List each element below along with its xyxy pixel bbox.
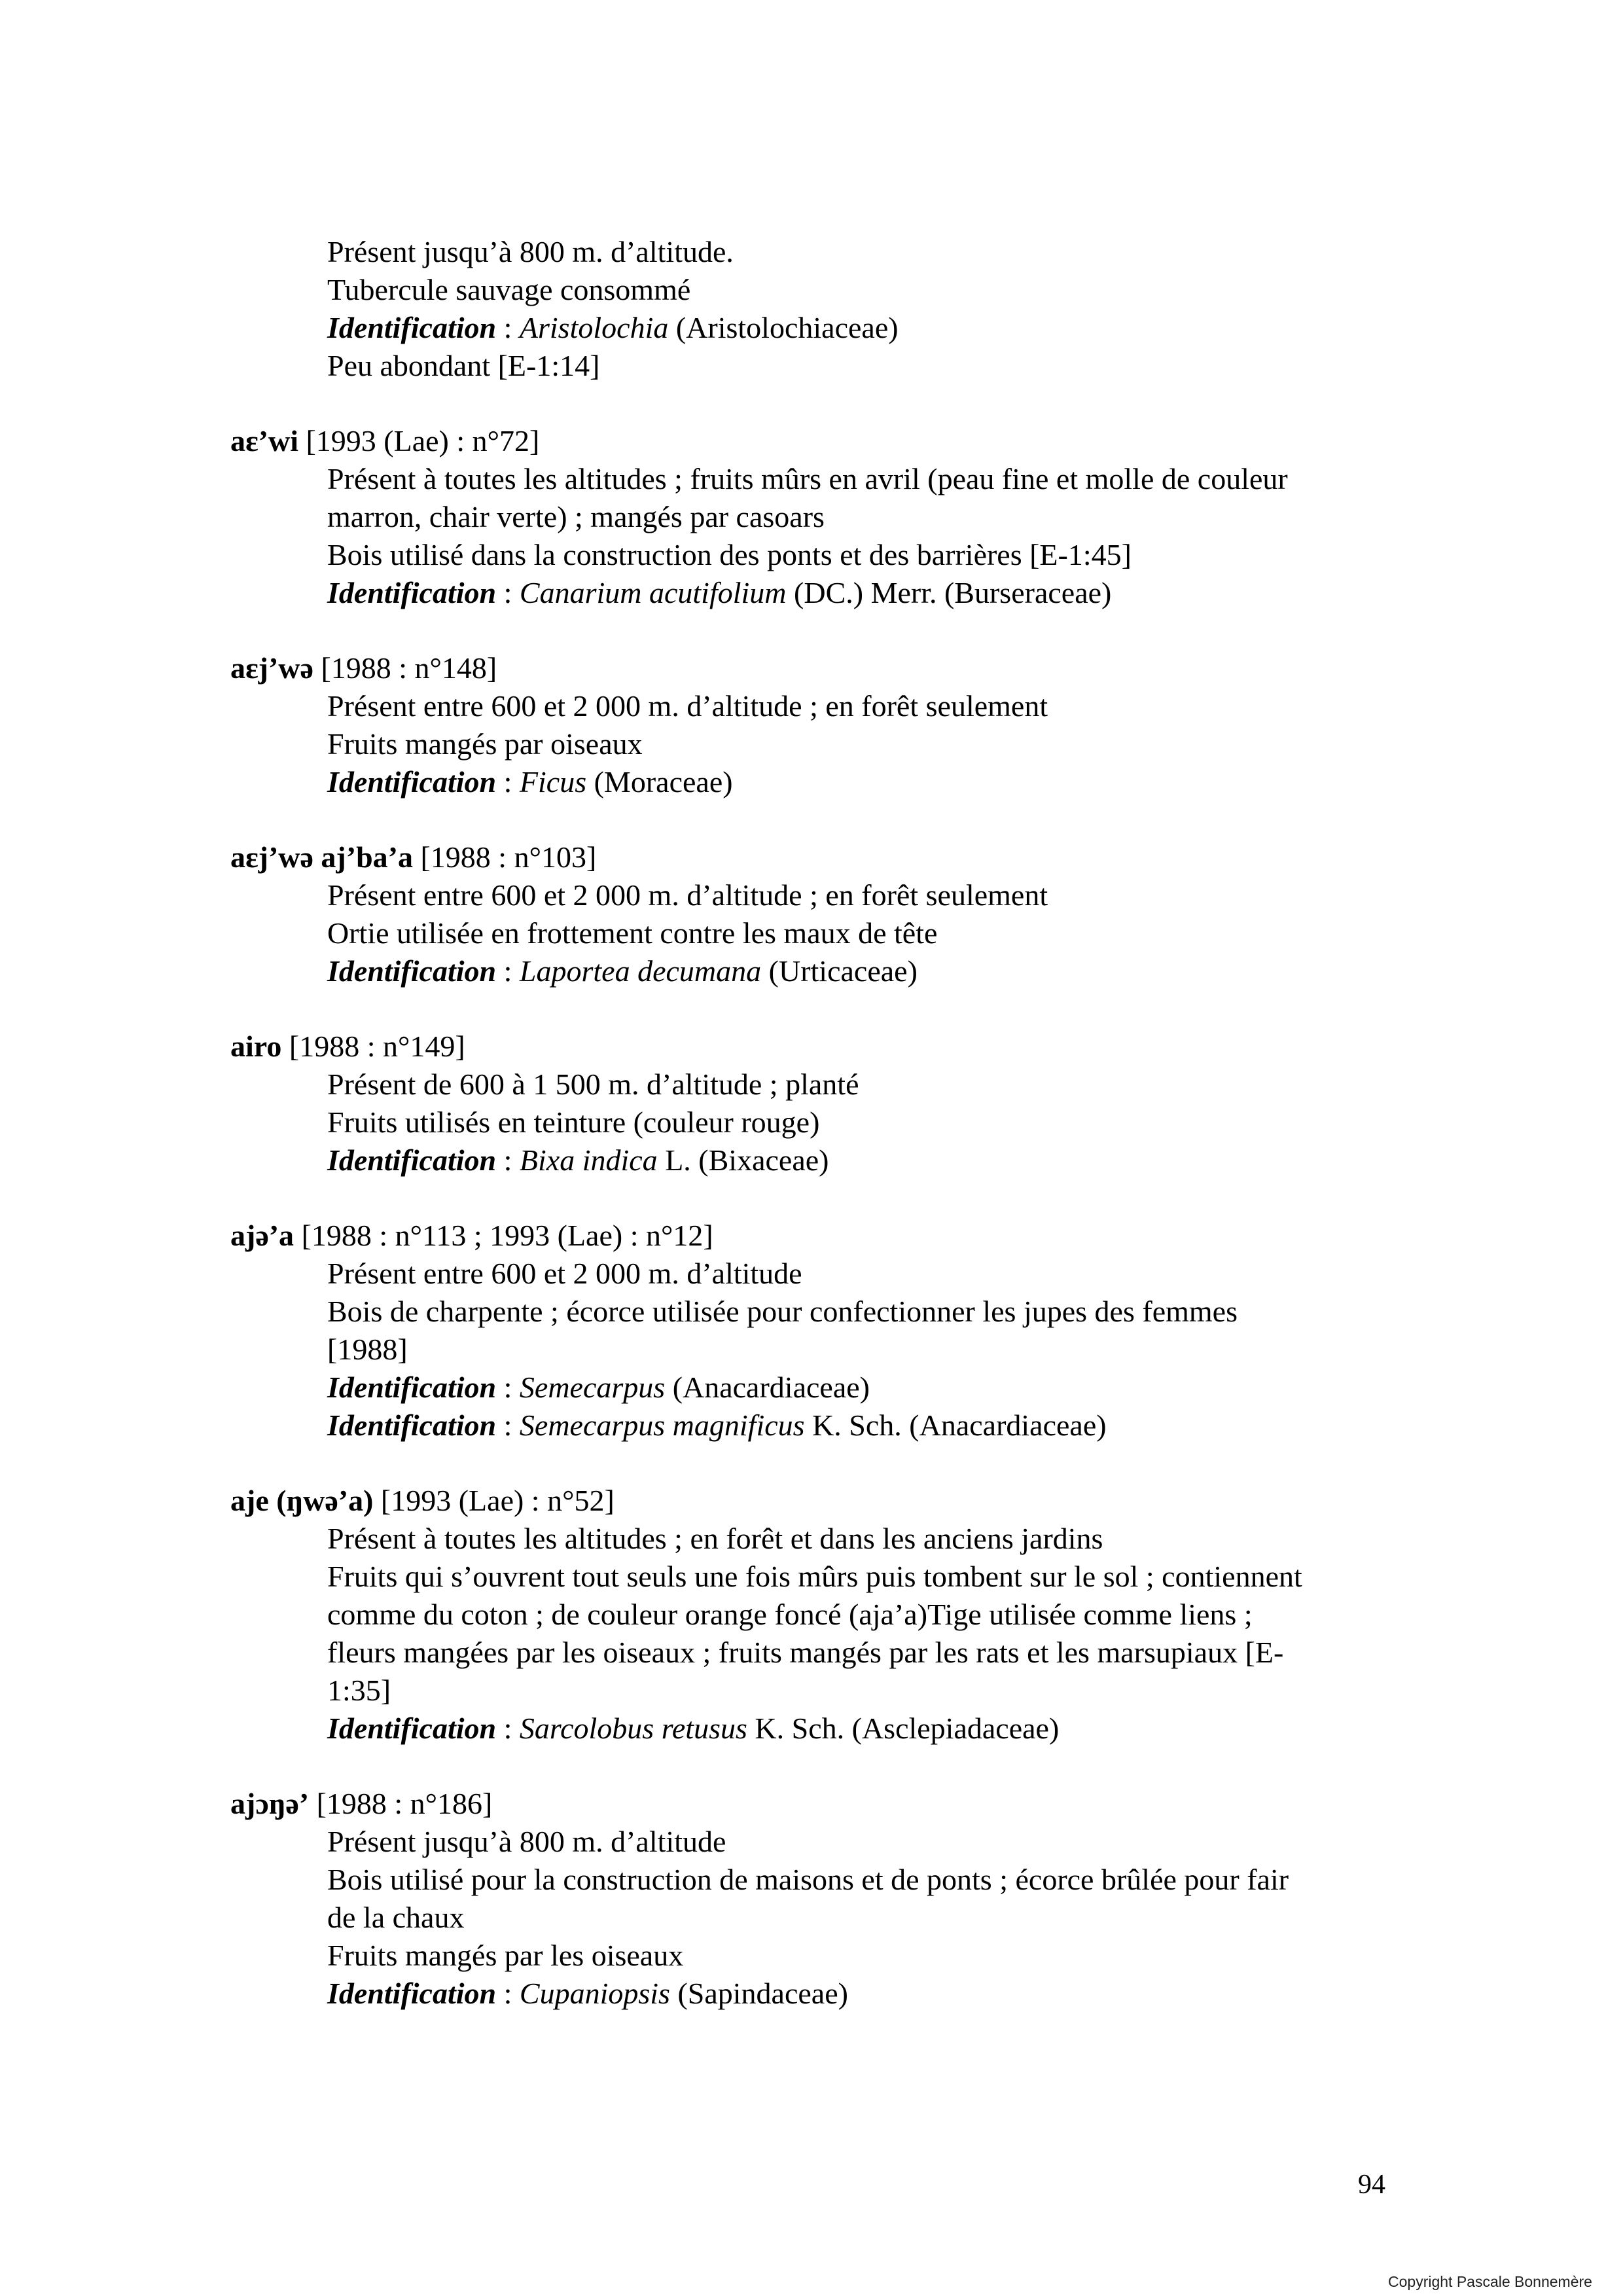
entry-reference: [1988 : n°186] (309, 1787, 493, 1820)
identification-label: Identification (327, 765, 497, 798)
taxon-authority: (DC.) Merr. (Burseraceae) (786, 576, 1112, 609)
entry-identification (327, 763, 733, 801)
identification-separator: : (496, 1977, 520, 2010)
entry-headword: airo (230, 1030, 282, 1063)
taxon-name: Canarium acutifolium (519, 576, 787, 609)
identification-separator: : (496, 1712, 520, 1745)
entry-line: Présent à toutes les altitudes ; fruits mûrs en avril (peau fine et molle de couleur (327, 462, 1288, 495)
entry-heading (230, 422, 539, 460)
entry-line: comme du coton ; de couleur orange foncé (aja’a)Tige utilisée comme liens ; (327, 1598, 1253, 1631)
entry-heading (230, 1785, 492, 1823)
entry-identification (327, 952, 918, 990)
entry-headword: aɛj’wə (230, 651, 313, 685)
taxon-authority: L. (Bixaceae) (657, 1143, 829, 1177)
identification-label: Identification (327, 1143, 497, 1177)
intro-identification: Identification : Aristolochia (Aristolochiaceae) (327, 311, 899, 344)
entry-line: Fruits utilisés en teinture (couleur rouge) (327, 1105, 820, 1139)
identification-label: Identification (327, 1371, 497, 1404)
entry-line: 1:35] (327, 1674, 391, 1707)
taxon-family: (Aristolochiaceae) (668, 311, 899, 344)
entry-line: fleurs mangées par les oiseaux ; fruits mangés par les rats et les marsupiaux [E- (327, 1636, 1284, 1669)
entry-identification (327, 1141, 829, 1179)
entry-headword: aɛ’wi (230, 424, 298, 457)
entry-heading (230, 838, 596, 876)
entry-line: Présent entre 600 et 2 000 m. d’altitude ; en forêt seulement (327, 878, 1048, 912)
taxon-name: Semecarpus magnificus (519, 1408, 805, 1442)
entry-headword: aje (ŋwə’a) (230, 1484, 374, 1517)
identification-separator: : (496, 954, 520, 988)
taxon-name: Ficus (519, 765, 587, 798)
identification-separator: : (496, 765, 520, 798)
entry-identification (327, 1710, 1059, 1748)
entry-line: marron, chair verte) ; mangés par casoars (327, 500, 825, 533)
taxon-authority: (Sapindaceae) (669, 1977, 848, 2010)
entry-line: Bois de charpente ; écorce utilisée pour confectionner les jupes des femmes (327, 1295, 1238, 1328)
entry-identification (327, 1975, 848, 2013)
entry-line: Bois utilisé dans la construction des ponts et des barrières [E-1:45] (327, 538, 1132, 571)
entry-headword: aɛj’wə aj’ba’a (230, 840, 413, 874)
entry-identification (327, 574, 1111, 612)
taxon-authority: K. Sch. (Asclepiadaceae) (747, 1712, 1060, 1745)
identification-label: Identification (327, 311, 497, 344)
identification-label: Identification (327, 576, 497, 609)
taxon-authority: K. Sch. (Anacardiaceae) (804, 1408, 1107, 1442)
entry-reference: [1993 (Lae) : n°52] (373, 1484, 615, 1517)
entry-line: Ortie utilisée en frottement contre les maux de tête (327, 916, 938, 950)
entry-headword: ajɔŋə’ (230, 1787, 310, 1820)
entry-line: Fruits qui s’ouvrent tout seuls une fois mûrs puis tombent sur le sol ; contiennent (327, 1560, 1302, 1593)
identification-label: Identification (327, 1977, 497, 2010)
taxon-authority: (Moraceae) (586, 765, 733, 798)
identification-label: Identification (327, 954, 497, 988)
identification-separator: : (496, 1371, 520, 1404)
identification-label: Identification (327, 1408, 497, 1442)
intro-line: Tubercule sauvage consommé (327, 273, 691, 306)
taxon-name: Laportea decumana (519, 954, 762, 988)
intro-line: Présent jusqu’à 800 m. d’altitude. (327, 235, 734, 268)
entry-identification (327, 1369, 870, 1407)
entry-line: Présent de 600 à 1 500 m. d’altitude ; planté (327, 1067, 859, 1101)
taxon-name: Semecarpus (519, 1371, 666, 1404)
identification-separator: : (496, 1143, 520, 1177)
entry-reference: [1988 : n°113 ; 1993 (Lae) : n°12] (294, 1219, 713, 1252)
entry-line: Présent entre 600 et 2 000 m. d’altitude (327, 1257, 802, 1290)
entry-reference: [1988 : n°148] (313, 651, 497, 685)
intro-line: Peu abondant [E-1:14] (327, 349, 600, 382)
entry-heading (230, 1482, 615, 1520)
entry-line: Bois utilisé pour la construction de maisons et de ponts ; écorce brûlée pour fair (327, 1863, 1289, 1896)
entry-identification (327, 1407, 1107, 1444)
taxon-authority: (Urticaceae) (761, 954, 918, 988)
entry-line: [1988] (327, 1333, 408, 1366)
taxon-name: Cupaniopsis (519, 1977, 670, 2010)
entry-reference: [1988 : n°103] (412, 840, 597, 874)
entry-line: Présent à toutes les altitudes ; en forêt et dans les anciens jardins (327, 1522, 1103, 1555)
entry-heading (230, 1217, 713, 1255)
taxon-authority: (Anacardiaceae) (665, 1371, 870, 1404)
entry-line: de la chaux (327, 1901, 465, 1934)
identification-label: Identification (327, 1712, 497, 1745)
entry-line: Présent jusqu’à 800 m. d’altitude (327, 1825, 726, 1858)
entry-heading (230, 649, 497, 687)
taxon-name: Aristolochia (519, 311, 669, 344)
taxon-name: Bixa indica (519, 1143, 658, 1177)
entry-line: Fruits mangés par oiseaux (327, 727, 643, 761)
entry-reference: [1988 : n°149] (281, 1030, 465, 1063)
identification-separator: : (496, 1408, 520, 1442)
entry-line: Fruits mangés par les oiseaux (327, 1939, 684, 1972)
copyright-notice: Copyright Pascale Bonnemère (1388, 2273, 1592, 2290)
entry-reference: [1993 (Lae) : n°72] (298, 424, 540, 457)
entry-headword: ajə’a (230, 1219, 294, 1252)
entry-line: Présent entre 600 et 2 000 m. d’altitude ; en forêt seulement (327, 689, 1048, 723)
page-number: 94 (1358, 2170, 1385, 2200)
entry-heading (230, 1028, 465, 1066)
identification-separator: : (496, 576, 520, 609)
taxon-name: Sarcolobus retusus (519, 1712, 747, 1745)
